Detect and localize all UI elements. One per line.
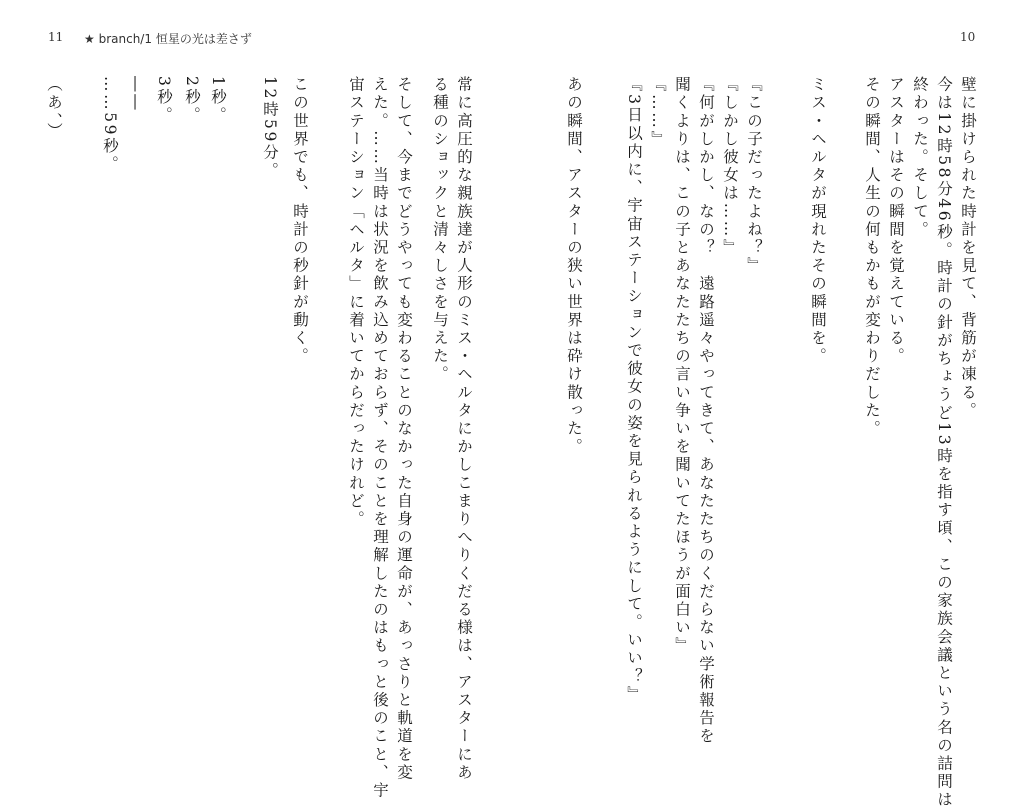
text-line: 常に高圧的な親族達が人形のミス・ヘルタにかしこまりへりくだる様は、アスターにあ: [455, 76, 473, 782]
text-line: 壁に掛けられた時計を見て、背筋が凍る。: [959, 76, 977, 420]
left-page-number: 11: [48, 30, 64, 44]
text-line: 3秒。: [155, 76, 173, 125]
text-line: あの瞬間、アスターの狭い世界は砕け散った。: [565, 76, 583, 457]
text-line: 終わった。そして。: [911, 76, 929, 239]
text-line: 1秒。: [209, 76, 227, 125]
text-line: 2秒。: [183, 76, 201, 125]
text-line: 12時59分。: [261, 76, 279, 181]
dialogue-line: 聞くよりは、この子とあなたたちの言い争いを聞いてたほうが面白い』: [673, 76, 691, 656]
text-line: その瞬間、人生の何もかもが変わりだした。: [863, 76, 881, 438]
dialogue-line: 『この子だったよね？』: [745, 76, 763, 276]
text-line: る種のショックと清々しさを与えた。: [431, 76, 449, 384]
chapter-title: 恒星の光は差さず: [155, 32, 252, 46]
text-line: えた。……当時は状況を飲み込めておらず、そのことを理解したのはもっと後のこと、宇: [371, 76, 389, 800]
text-line: そして、今までどうやっても変わることのなかった自身の運命が、あっさりと軌道を変: [395, 76, 413, 782]
dialogue-line: 『3日以内に、宇宙ステーションで彼女の姿を見られるようにして。いい？』: [625, 76, 643, 704]
dash-line: ――: [127, 76, 145, 113]
text-line: ミス・ヘルタが現れたその瞬間を。: [809, 76, 827, 366]
dialogue-line: 『……』: [649, 76, 667, 149]
text-line: （あ、）: [45, 76, 63, 141]
text-line: アスターはその瞬間を覚えている。: [887, 76, 905, 366]
star-icon: ★: [84, 32, 95, 46]
text-line: 今は12時58分46秒。時計の針がちょうど13時を指す頃、この家族会議という名の詰問は: [935, 76, 953, 809]
right-page-number: 10: [960, 30, 976, 44]
text-line: ……59秒。: [101, 76, 119, 174]
dialogue-line: 『しかし彼女は……』: [721, 76, 739, 257]
dialogue-line: 『何がしかし、なの？ 遠路遥々やってきて、あなたたちのくだらない学術報告を: [697, 76, 715, 746]
text-line: 宙ステーション「ヘルタ」に着いてからだったけれど。: [347, 76, 365, 529]
running-header: [84, 30, 252, 47]
branch-label: branch/1: [98, 32, 152, 46]
text-line: この世界でも、時計の秒針が動く。: [291, 76, 309, 366]
